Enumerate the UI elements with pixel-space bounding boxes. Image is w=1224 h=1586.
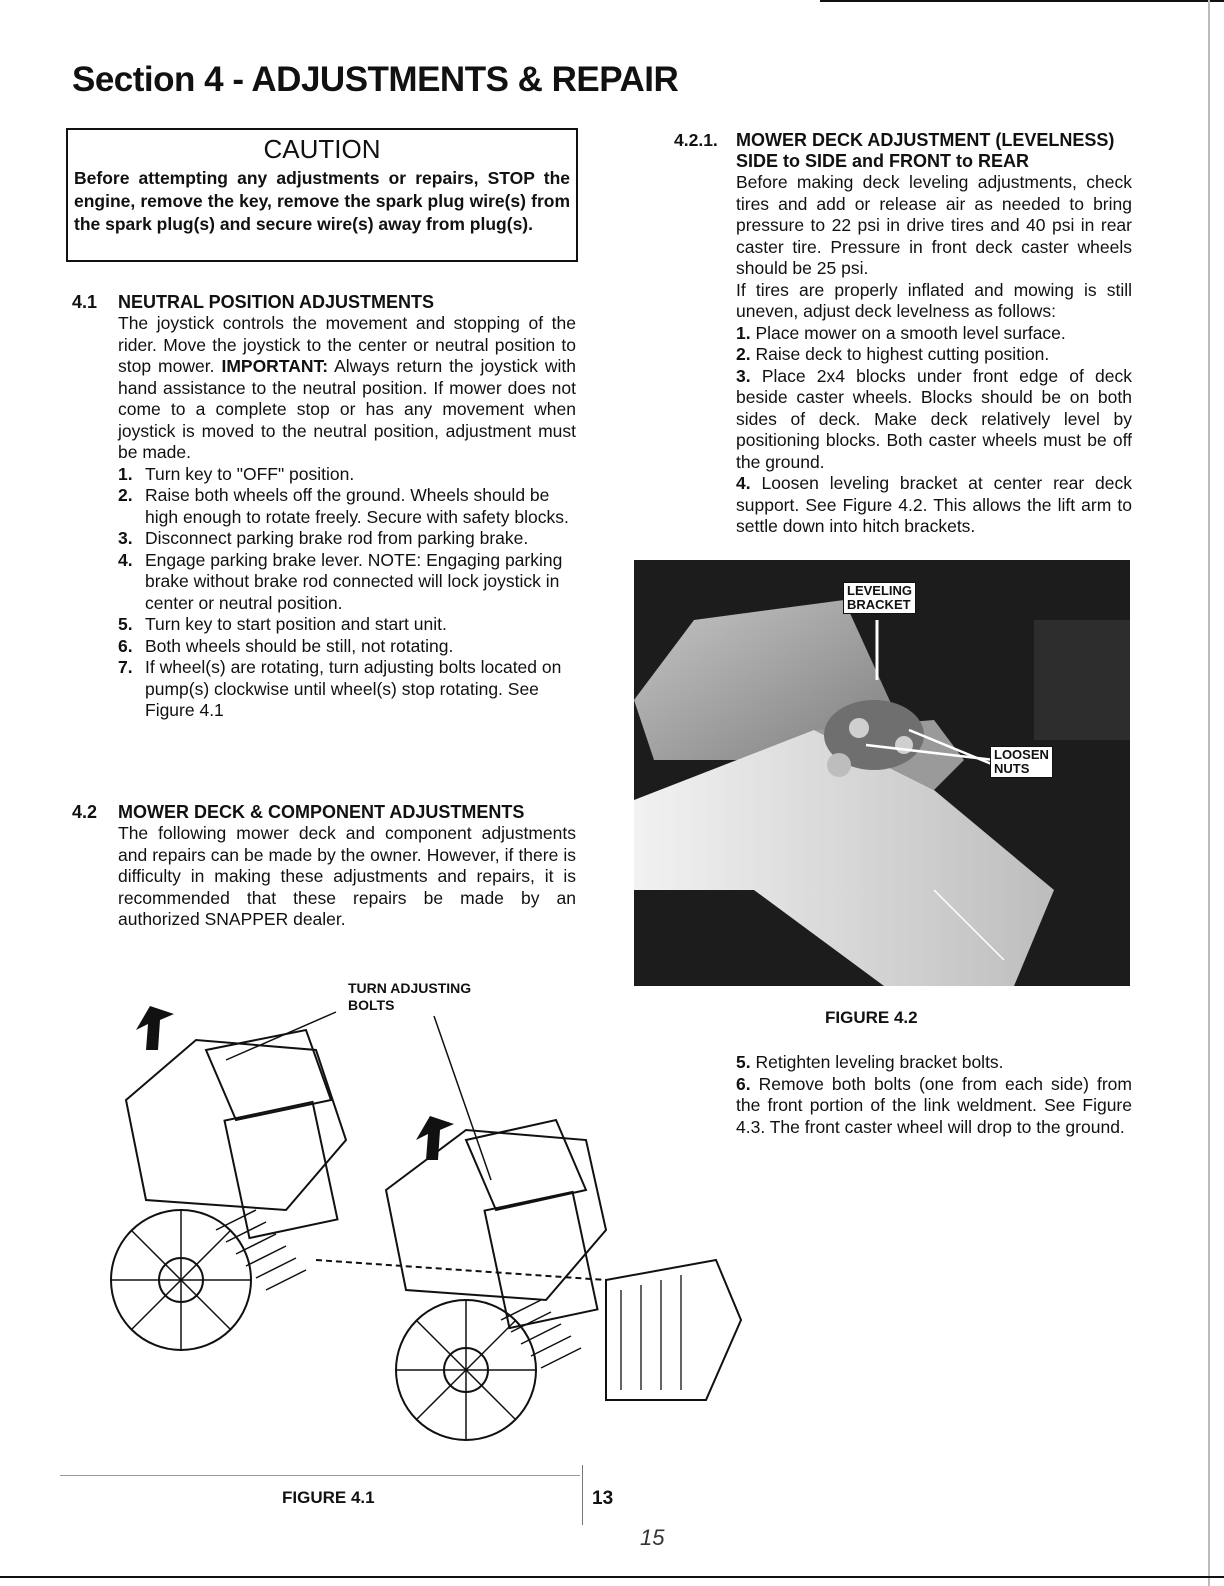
- caution-box: [66, 128, 578, 262]
- turn-adjusting-bolts-label: TURN ADJUSTING BOLTS: [348, 980, 472, 1013]
- important-text: Always return the joystick with hand assistance to the neutral position. If mower does not come to a complete stop or has any movement when joystick is moved to the neutral position, adjustment must be made.: [118, 356, 576, 462]
- paragraph: If tires are properly inflated and mowing is still uneven, adjust deck levelness as follows:: [736, 279, 1132, 321]
- scan-edge-right: [1208, 0, 1210, 1586]
- section-4-2-1-continued: [736, 1052, 1132, 1138]
- section-number: 4.2.1.: [674, 130, 718, 150]
- list-item: 6. Remove both bolts (one from each side) from the front portion of the link weldment. See Figure 4.3. The front caster wheel will drop to the ground.: [736, 1073, 1132, 1137]
- list-item: 4. Loosen leveling bracket at center rear deck support. See Figure 4.2. This allows the lift arm to settle down into hitch brackets.: [736, 473, 1132, 536]
- list-item: 3. Place 2x4 blocks under front edge of deck beside caster wheels. Blocks should be on both sides of deck. Make deck relatively level by positioning blocks. Both caster wheels must be off the ground.: [736, 365, 1132, 472]
- scan-edge-bottom: [0, 1576, 1224, 1578]
- page-number-rule: [582, 1465, 583, 1525]
- section-heading: NEUTRAL POSITION ADJUSTMENTS: [118, 292, 435, 312]
- page-title: Section 4 - ADJUSTMENTS & REPAIR: [72, 60, 679, 99]
- section-number: 4.1: [72, 292, 98, 312]
- section-4-2: [72, 802, 576, 931]
- list-item: 2. Raise deck to highest cutting position.: [736, 344, 1050, 364]
- list-item: 7. If wheel(s) are rotating, turn adjusting bolts located on pump(s) clockwise until wheel(s) stop rotating. See Figure 4.1: [118, 657, 562, 720]
- figure-4-2-photo: [634, 560, 1130, 986]
- important-label: IMPORTANT:: [221, 356, 329, 376]
- page-number: 13: [592, 1488, 614, 1509]
- leveling-bracket-callout: LEVELING BRACKET: [843, 582, 916, 614]
- list-item: 3. Disconnect parking brake rod from parking brake.: [118, 528, 529, 548]
- caution-text: Before attempting any adjustments or repairs, STOP the engine, remove the key, remove the spark plug wire(s) from the spark plug(s) and secure wire(s) away from plug(s).: [74, 168, 570, 234]
- figure-4-2-caption: FIGURE 4.2: [825, 1008, 918, 1027]
- list-item: 5. Turn key to start position and start unit.: [118, 614, 447, 634]
- figure-4-1-drawing: [86, 980, 746, 1480]
- scan-edge-top: [820, 0, 1224, 2]
- loosen-nuts-callout: LOOSEN NUTS: [990, 746, 1053, 778]
- list-item: 4. Engage parking brake lever. NOTE: Engaging parking brake without brake rod connected will lock joystick in center or neutral position.: [118, 549, 563, 613]
- intro-text: The joystick controls the movement and stopping of the rider. Move the joystick to the center or neutral position to stop mower.: [118, 313, 576, 376]
- list-item: 2. Raise both wheels off the ground. Wheels should be high enough to rotate freely. Secure with safety blocks.: [118, 485, 569, 527]
- section-heading: MOWER DECK & COMPONENT ADJUSTMENTS: [118, 802, 525, 822]
- caution-heading: CAUTION: [263, 134, 381, 164]
- list-item: 6. Both wheels should be still, not rotating.: [118, 635, 454, 656]
- pump-assembly-drawing: [86, 980, 746, 1480]
- figure-4-1-caption: FIGURE 4.1: [282, 1488, 375, 1507]
- section-4-2-1: [674, 130, 1132, 538]
- section-heading: MOWER DECK ADJUSTMENT (LEVELNESS): [736, 130, 1115, 150]
- section-intro: [118, 313, 576, 464]
- deck-bracket-photo: [634, 560, 1130, 986]
- figure-divider: [60, 1475, 580, 1476]
- section-subheading: SIDE to SIDE and FRONT to REAR: [736, 151, 1030, 171]
- list-item: 5. Retighten leveling bracket bolts.: [736, 1052, 1004, 1072]
- section-number: 4.2: [72, 802, 98, 822]
- section-text: The following mower deck and component adjustments and repairs can be made by the owner. However, if there is difficulty in making these adjustments and repairs, it is recommended that these repairs be made by an authorized SNAPPER dealer.: [118, 823, 576, 929]
- section-4-1: [72, 292, 576, 722]
- neutral-steps-list: [118, 464, 576, 722]
- handwritten-page-mark: 15: [640, 1525, 665, 1550]
- paragraph: Before making deck leveling adjustments, check tires and add or release air as needed to bring pressure to 22 psi in drive tires and 40 psi in rear caster tire. Pressure in front deck caster wheels should be 25 psi.: [736, 172, 1132, 278]
- list-item: 1. Place mower on a smooth level surface.: [736, 322, 1066, 343]
- list-item: 1. Turn key to "OFF" position.: [118, 463, 355, 484]
